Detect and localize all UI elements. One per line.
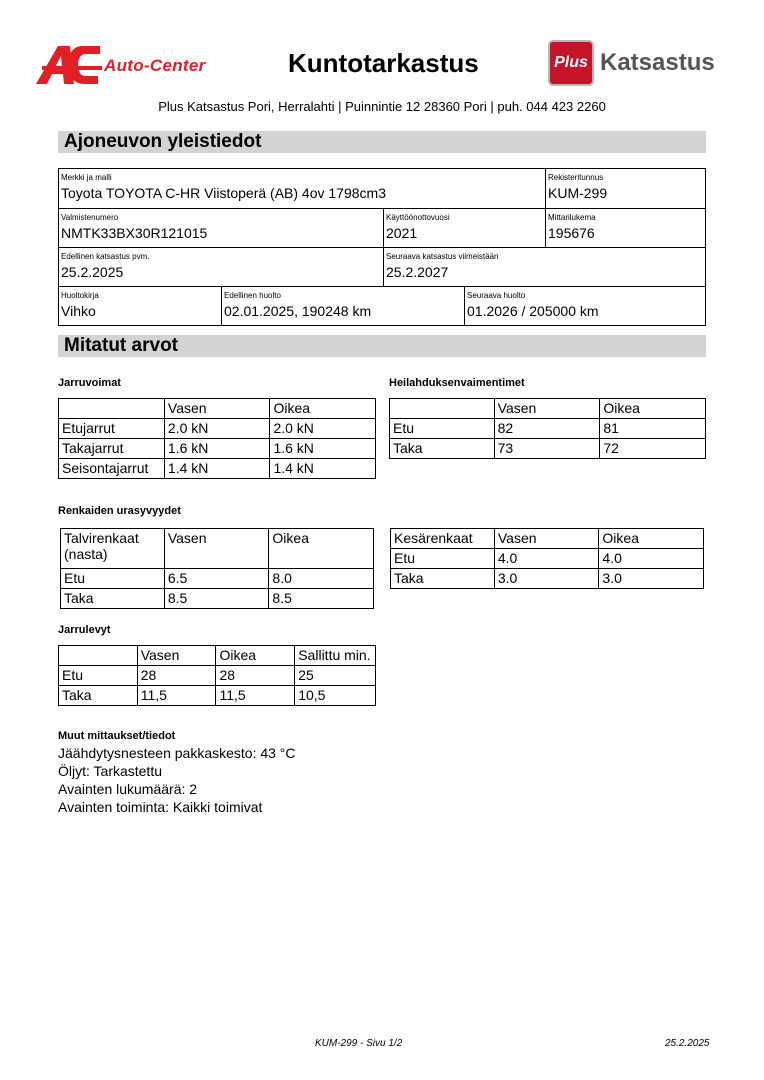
odometer-label: Mittarilukema: [548, 213, 596, 222]
section-header-general: Ajoneuvon yleistiedot: [58, 131, 706, 153]
odometer-value: 195676: [548, 225, 595, 241]
table-cell: 1.6 kN: [164, 439, 270, 459]
plus-logo-text: Katsastus: [600, 49, 715, 76]
table-header-cell: Sallittu min.: [295, 646, 376, 666]
table-header-row: [59, 646, 376, 666]
make-model-value: Toyota TOYOTA C-HR Viistoperä (AB) 4ov 1798cm3: [61, 185, 386, 201]
vin-value: NMTK33BX30R121015: [61, 225, 208, 241]
table-cell: 2.0 kN: [164, 419, 270, 439]
table-row: [391, 549, 704, 569]
table-cell: 72: [600, 439, 706, 459]
table-row: [59, 686, 376, 706]
table-header-cell: Oikea: [269, 529, 374, 569]
table-header-cell: Vasen: [164, 399, 270, 419]
table-header-cell: Talvirenkaat (nasta): [61, 529, 165, 569]
table-cell: 1.4 kN: [270, 459, 376, 479]
other-info-title: Muut mittaukset/tiedot: [58, 730, 176, 742]
table-cell: 81: [600, 419, 706, 439]
vehicle-info-grid: [58, 168, 706, 326]
last-service-label: Edellinen huolto: [224, 291, 281, 300]
brake-force-table: [58, 398, 376, 479]
shock-absorber-table: [389, 398, 706, 459]
table-row: [59, 439, 376, 459]
last-inspection-label: Edellinen katsastus pvm.: [61, 252, 150, 261]
table-header-cell: Vasen: [137, 646, 216, 666]
table-row: [59, 666, 376, 686]
table-cell: 25: [295, 666, 376, 686]
table-row: [390, 419, 706, 439]
table-header-row: [391, 529, 704, 549]
table-row: [61, 589, 374, 609]
table-header-cell: Vasen: [494, 399, 600, 419]
year-cell: [383, 209, 545, 247]
table-cell: 3.0: [494, 569, 599, 589]
footer-date: 25.2.2025: [665, 1038, 710, 1049]
auto-center-logo-text: Auto-Center: [104, 56, 206, 75]
tires-title: Renkaiden urasyvyydet: [58, 505, 181, 517]
table-row: [390, 439, 706, 459]
table-cell: 73: [494, 439, 600, 459]
table-cell: 10,5: [295, 686, 376, 706]
table-cell: Etu: [61, 569, 165, 589]
winter-tires-table: [60, 528, 374, 609]
table-header-cell: [59, 646, 138, 666]
list-item: Öljyt: Tarkastettu: [58, 763, 163, 779]
section-header-measured: Mitatut arvot: [58, 335, 706, 357]
next-inspection-value: 25.2.2027: [386, 264, 449, 280]
table-cell: 2.0 kN: [270, 419, 376, 439]
last-inspection-cell: [59, 248, 383, 286]
table-cell: 11,5: [216, 686, 295, 706]
list-item: Jäähdytysnesteen pakkaskesto: 43 °C: [58, 745, 296, 761]
table-cell: Taka: [390, 439, 495, 459]
station-address: Plus Katsastus Pori, Herralahti | Puinnintie 12 28360 Pori | puh. 044 423 2260: [158, 99, 606, 114]
table-header-cell: [390, 399, 495, 419]
next-service-label: Seuraava huolto: [467, 291, 526, 300]
table-header-row: [61, 529, 374, 569]
table-header-cell: [59, 399, 165, 419]
auto-center-logo: [36, 44, 226, 84]
table-cell: 28: [216, 666, 295, 686]
table-cell: 28: [137, 666, 216, 686]
table-cell: Takajarrut: [59, 439, 165, 459]
table-row: [59, 459, 376, 479]
table-cell: 3.0: [599, 569, 704, 589]
table-row: [59, 419, 376, 439]
table-cell: Etu: [391, 549, 495, 569]
service-book-value: Vihko: [61, 303, 96, 319]
table-header-cell: Oikea: [216, 646, 295, 666]
table-cell: 4.0: [494, 549, 599, 569]
footer-page-number: KUM-299 - Sivu 1/2: [315, 1038, 403, 1049]
ac-logo-mark-icon: [36, 44, 102, 84]
last-service-value: 02.01.2025, 190248 km: [224, 303, 372, 319]
table-header-cell: Oikea: [600, 399, 706, 419]
table-cell: 1.4 kN: [164, 459, 270, 479]
summer-tires-table: [390, 528, 704, 589]
list-item: Avainten lukumäärä: 2: [58, 781, 198, 797]
shocks-title: Heilahduksenvaimentimet: [389, 377, 525, 389]
registration-value: KUM-299: [548, 185, 608, 201]
table-cell: Taka: [59, 686, 138, 706]
next-inspection-label: Seuraava katsastus viimeistään: [386, 252, 499, 261]
next-service-cell: [464, 287, 705, 325]
table-cell: Seisontajarrut: [59, 459, 165, 479]
brakes-title: Jarruvoimat: [58, 377, 121, 389]
year-label: Käyttöönottovuosi: [386, 213, 450, 222]
plus-logo-badge: Plus: [548, 40, 594, 86]
registration-cell: [545, 169, 705, 208]
table-cell: 1.6 kN: [270, 439, 376, 459]
table-row: [391, 569, 704, 589]
table-header-cell: Vasen: [494, 529, 599, 549]
vin-label: Valmistenumero: [61, 213, 119, 222]
table-header-row: [59, 399, 376, 419]
table-cell: 82: [494, 419, 600, 439]
make-model-cell: [59, 169, 545, 208]
table-cell: 4.0: [599, 549, 704, 569]
table-row: [61, 569, 374, 589]
service-book-label: Huoltokirja: [61, 291, 99, 300]
next-inspection-cell: [383, 248, 705, 286]
table-cell: 11,5: [137, 686, 216, 706]
vin-cell: [59, 209, 383, 247]
service-book-cell: [59, 287, 221, 325]
table-header-cell: Oikea: [599, 529, 704, 549]
table-cell: Etu: [390, 419, 495, 439]
table-header-cell: Vasen: [164, 529, 269, 569]
page-title: Kuntotarkastus: [288, 48, 479, 78]
next-service-value: 01.2026 / 205000 km: [467, 303, 599, 319]
table-cell: 8.5: [164, 589, 269, 609]
plus-katsastus-logo: [548, 40, 728, 88]
table-header-cell: Oikea: [270, 399, 376, 419]
table-cell: Etujarrut: [59, 419, 165, 439]
registration-label: Rekisteritunnus: [548, 173, 604, 182]
table-header-cell: Kesärenkaat: [391, 529, 495, 549]
odometer-cell: [545, 209, 705, 247]
table-cell: 8.5: [269, 589, 374, 609]
discs-title: Jarrulevyt: [58, 624, 111, 636]
table-header-row: [390, 399, 706, 419]
table-cell: Taka: [61, 589, 165, 609]
other-info-list: [58, 744, 296, 816]
brake-discs-table: [58, 645, 376, 706]
last-inspection-value: 25.2.2025: [61, 264, 124, 280]
list-item: Avainten toiminta: Kaikki toimivat: [58, 799, 263, 815]
table-cell: 6.5: [164, 569, 269, 589]
table-cell: Taka: [391, 569, 495, 589]
year-value: 2021: [386, 225, 418, 241]
table-cell: Etu: [59, 666, 138, 686]
last-service-cell: [221, 287, 464, 325]
make-model-label: Merkki ja malli: [61, 173, 112, 182]
table-cell: 8.0: [269, 569, 374, 589]
